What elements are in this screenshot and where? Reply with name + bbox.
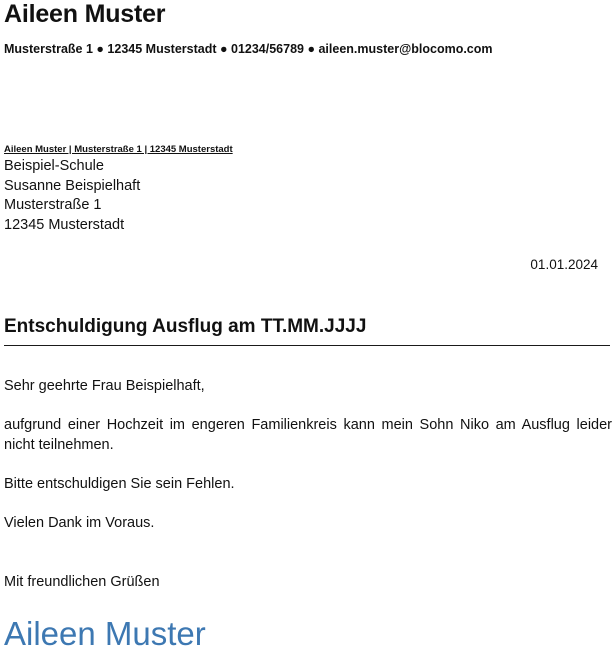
recipient-line-city: 12345 Musterstadt <box>4 216 125 233</box>
recipient-address-block <box>4 157 140 235</box>
return-address-line: Aileen Muster | Musterstraße 1 | 12345 Musterstadt <box>4 144 233 155</box>
body-paragraph-thanks: Vielen Dank im Voraus. <box>4 515 155 531</box>
body-paragraph-excuse: Bitte entschuldigen Sie sein Fehlen. <box>4 476 235 492</box>
closing-phrase: Mit freundlichen Grüßen <box>4 574 160 590</box>
letter-date: 01.01.2024 <box>530 257 598 272</box>
recipient-line-street: Musterstraße 1 <box>4 197 102 213</box>
letter-subject: Entschuldigung Ausflug am TT.MM.JJJJ <box>4 316 367 337</box>
sender-contact-line: Musterstraße 1 ● 12345 Musterstadt ● 01234/56789 ● aileen.muster@blocomo.com <box>4 42 493 56</box>
body-paragraph-reason: aufgrund einer Hochzeit im engeren Familienkreis kann mein Sohn Niko am Ausflug leider nicht teilnehmen. <box>4 417 612 453</box>
salutation: Sehr geehrte Frau Beispielhaft, <box>4 378 205 394</box>
recipient-line-person: Susanne Beispielhaft <box>4 177 141 194</box>
subject-divider <box>4 345 610 346</box>
sender-name: Aileen Muster <box>4 0 166 28</box>
recipient-line-school: Beispiel-Schule <box>4 158 104 174</box>
signature: Aileen Muster <box>4 615 206 652</box>
letter-page <box>4 0 611 652</box>
